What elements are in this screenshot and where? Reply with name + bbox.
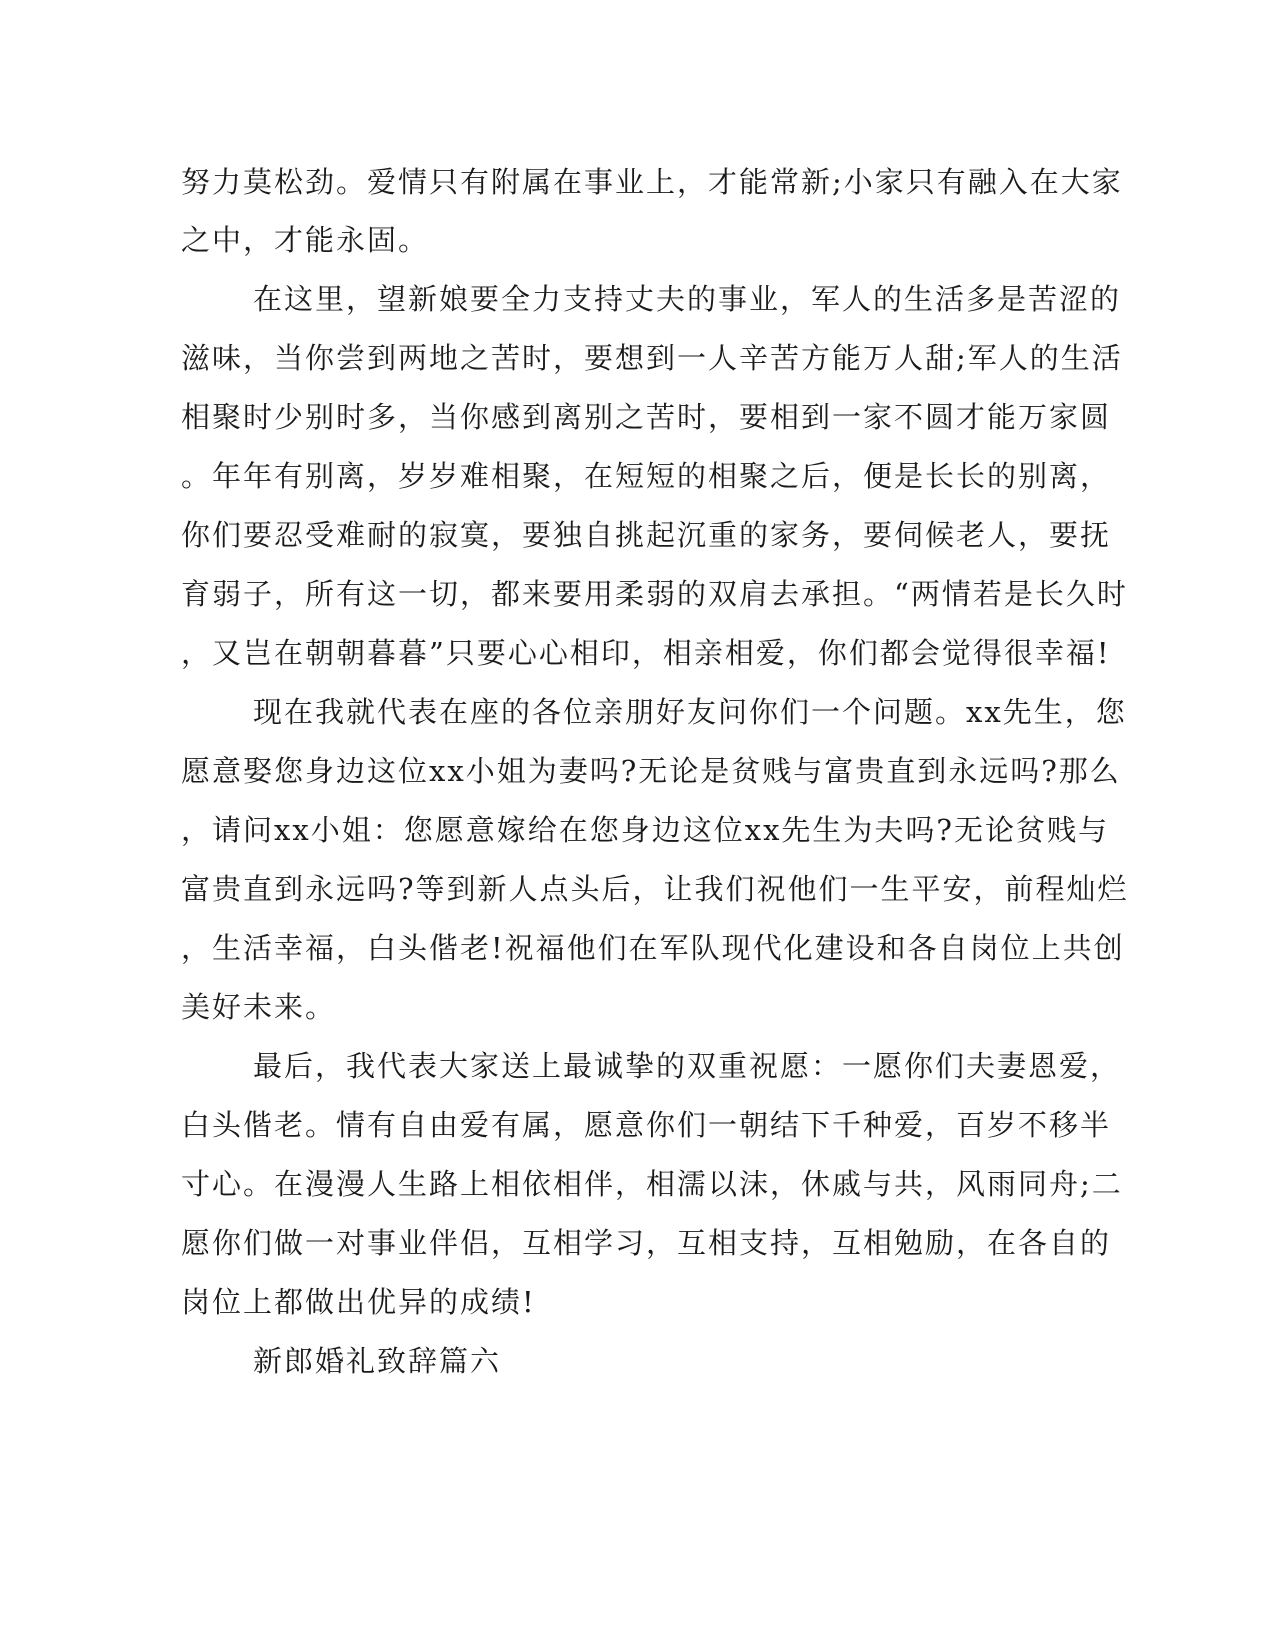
text-line: 美好未来。 [181, 990, 337, 1024]
text-line: 。年年有别离，岁岁难相聚，在短短的相聚之后，便是长长的别离， [181, 459, 1112, 493]
text-line: 富贵直到永远吗?等到新人点头后，让我们祝他们一生平安，前程灿烂 [181, 872, 1129, 906]
text-line: 寸心。在漫漫人生路上相依相伴，相濡以沫，休戚与共，风雨同舟;二 [181, 1167, 1123, 1201]
text-line: ，又岂在朝朝暮暮”只要心心相印，相亲相爱，你们都会觉得很幸福! [181, 636, 1111, 670]
text-line: ，生活幸福，白头偕老!祝福他们在军队现代化建设和各自岗位上共创 [181, 931, 1125, 965]
text-line: 岗位上都做出优异的成绩! [181, 1285, 536, 1319]
text-line: ，请问xx小姐：您愿意嫁给在您身边这位xx先生为夫吗?无论贫贱与 [181, 813, 1109, 847]
text-line: 相聚时少别时多，当你感到离别之苦时，要相到一家不圆才能万家圆 [181, 400, 1112, 434]
text-line: 愿意娶您身边这位xx小姐为妻吗?无论是贫贱与富贵直到永远吗?那么 [181, 754, 1121, 788]
text-line: 最后，我代表大家送上最诚挚的双重祝愿：一愿你们夫妻恩爱， [253, 1049, 1122, 1083]
text-line: 你们要忍受难耐的寂寞，要独自挑起沉重的家务，要伺候老人，要抚 [181, 518, 1112, 552]
text-line: 在这里，望新娘要全力支持丈夫的事业，军人的生活多是苦涩的 [253, 282, 1122, 316]
section-heading: 新郎婚礼致辞篇六 [253, 1344, 502, 1378]
text-line: 滋味，当你尝到两地之苦时，要想到一人辛苦方能万人甜;军人的生活 [181, 341, 1123, 375]
text-line: 育弱子，所有这一切，都来要用柔弱的双肩去承担。“两情若是长久时 [181, 577, 1128, 611]
text-line: 愿你们做一对事业伴侣，互相学习，互相支持，互相勉励，在各自的 [181, 1226, 1112, 1260]
text-line: 现在我就代表在座的各位亲朋好友问你们一个问题。xx先生，您 [253, 695, 1127, 729]
text-line: 之中，才能永固。 [181, 223, 430, 257]
text-line: 白头偕老。情有自由爱有属，愿意你们一朝结下千种爱，百岁不移半 [181, 1108, 1112, 1142]
text-line: 努力莫松劲。爱情只有附属在事业上，才能常新;小家只有融入在大家 [181, 165, 1123, 199]
